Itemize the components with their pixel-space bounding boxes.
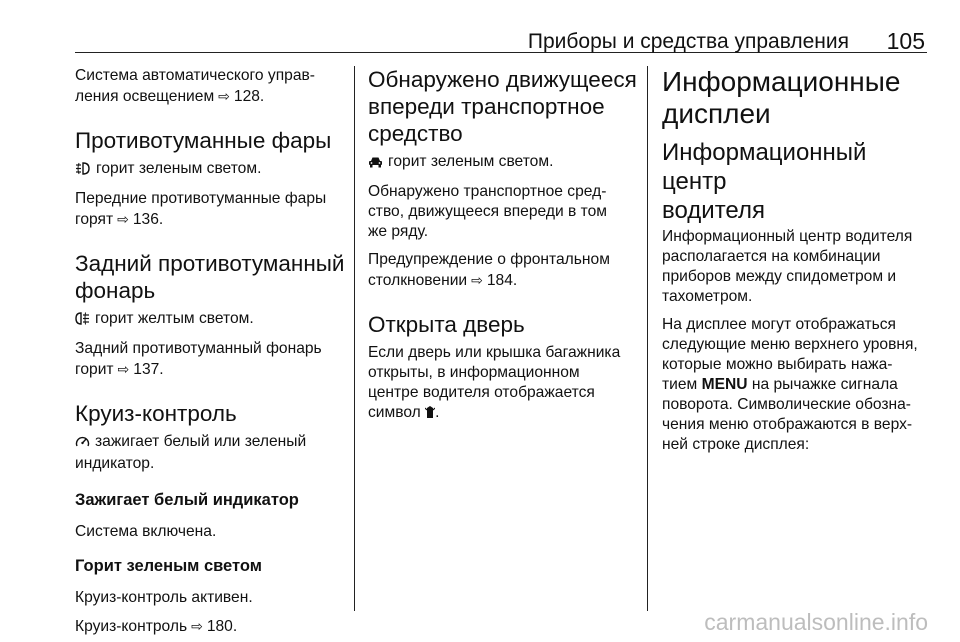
body-text: Если дверь или крышка багажника: [368, 344, 621, 361]
door-open-icon: [425, 405, 435, 425]
section-heading: Обнаружено движущееся: [368, 67, 637, 92]
body-text: располагается на комбинации: [662, 248, 881, 265]
body-text: Система включена.: [75, 523, 217, 540]
body-text: центре водителя отображается: [368, 384, 595, 401]
desc-line: горит ⇨ 137.: [75, 361, 164, 378]
rear-fog-lamp-icon: [75, 311, 90, 331]
reference-arrow-icon: ⇨: [218, 88, 230, 104]
reference-arrow-icon: ⇨: [117, 361, 130, 377]
body-text: открыты, в информационном: [368, 364, 580, 381]
section-heading: средство: [368, 121, 463, 146]
column-left: [75, 66, 347, 637]
body-text: Информационный центр водителя: [662, 228, 913, 245]
desc-line: Обнаружено транспортное сред-: [368, 183, 607, 200]
desc-line: Передние противотуманные фары: [75, 190, 327, 207]
status-line: горит желтым светом.: [75, 309, 347, 331]
status-line: горит зеленым светом.: [368, 152, 640, 174]
body-text: приборов между спидометром и: [662, 268, 897, 285]
body-text: На дисплее могут отображаться: [662, 316, 896, 333]
page-reference[interactable]: 128.: [233, 88, 265, 105]
body-text: Круиз-контроль ⇨ 180.: [75, 618, 238, 635]
status-line: индикатор.: [75, 455, 155, 472]
cruise-control-icon: [75, 434, 90, 454]
page-header: [75, 22, 927, 53]
header-title: Приборы и средства управления: [527, 30, 849, 53]
chapter-title: Информационные: [662, 66, 901, 97]
desc-line: Предупреждение о фронтальном: [368, 251, 610, 268]
body-text: тахометром.: [662, 288, 753, 305]
section-heading: водителя: [662, 197, 765, 224]
column-middle: [368, 66, 640, 425]
status-line: зажигает белый или зеленый: [75, 432, 347, 454]
desc-line: горят ⇨ 136.: [75, 211, 164, 228]
menu-key-label: MENU: [701, 376, 748, 393]
reference-arrow-icon: ⇨: [471, 272, 483, 288]
page-reference[interactable]: 184.: [486, 272, 518, 289]
desc-line: Задний противотуманный фонарь: [75, 340, 322, 357]
body-text: символ .: [368, 403, 640, 425]
watermark: carmanualsonline.info: [704, 609, 928, 635]
column-right: [662, 66, 930, 455]
chapter-title: дисплеи: [662, 98, 771, 129]
subsection-heading: Горит зеленым светом: [75, 557, 262, 575]
body-text: следующие меню верхнего уровня,: [662, 336, 918, 353]
section-heading: впереди транспортное: [368, 94, 605, 119]
intro-line: Система автоматического управ-: [75, 67, 315, 84]
subsection-heading: Зажигает белый индикатор: [75, 491, 299, 509]
section-heading: фонарь: [75, 278, 156, 303]
body-text: тием MENU на рычажке сигнала: [662, 376, 898, 393]
section-heading: Круиз-контроль: [75, 401, 237, 426]
page-reference[interactable]: 180.: [206, 618, 238, 635]
page-reference[interactable]: 136.: [132, 211, 164, 228]
body-text: поворота. Символические обозна-: [662, 396, 912, 413]
column-divider: [647, 66, 648, 611]
reference-arrow-icon: ⇨: [191, 618, 203, 634]
desc-line: столкновении ⇨ 184.: [368, 272, 518, 289]
section-heading: Противотуманные фары: [75, 128, 332, 153]
body-text: ней строке дисплея:: [662, 436, 810, 453]
column-divider: [354, 66, 355, 611]
status-line: горит зеленым светом.: [75, 159, 347, 181]
front-fog-lamp-icon: [75, 161, 91, 181]
desc-line: же ряду.: [368, 223, 429, 240]
intro-line: ления освещением ⇨ 128.: [75, 88, 265, 105]
page-number: 105: [886, 28, 925, 54]
section-heading: Информационный центр: [662, 139, 867, 195]
body-text: чения меню отображаются в верх-: [662, 416, 913, 433]
reference-arrow-icon: ⇨: [117, 211, 129, 227]
body-text: которые можно выбирать нажа-: [662, 356, 893, 373]
vehicle-ahead-icon: [368, 154, 383, 174]
section-heading: Открыта дверь: [368, 312, 525, 337]
desc-line: ство, движущееся впереди в том: [368, 203, 607, 220]
body-text: Круиз-контроль активен.: [75, 589, 253, 606]
page-reference[interactable]: 137.: [133, 361, 164, 378]
section-heading: Задний противотуманный: [75, 251, 345, 276]
